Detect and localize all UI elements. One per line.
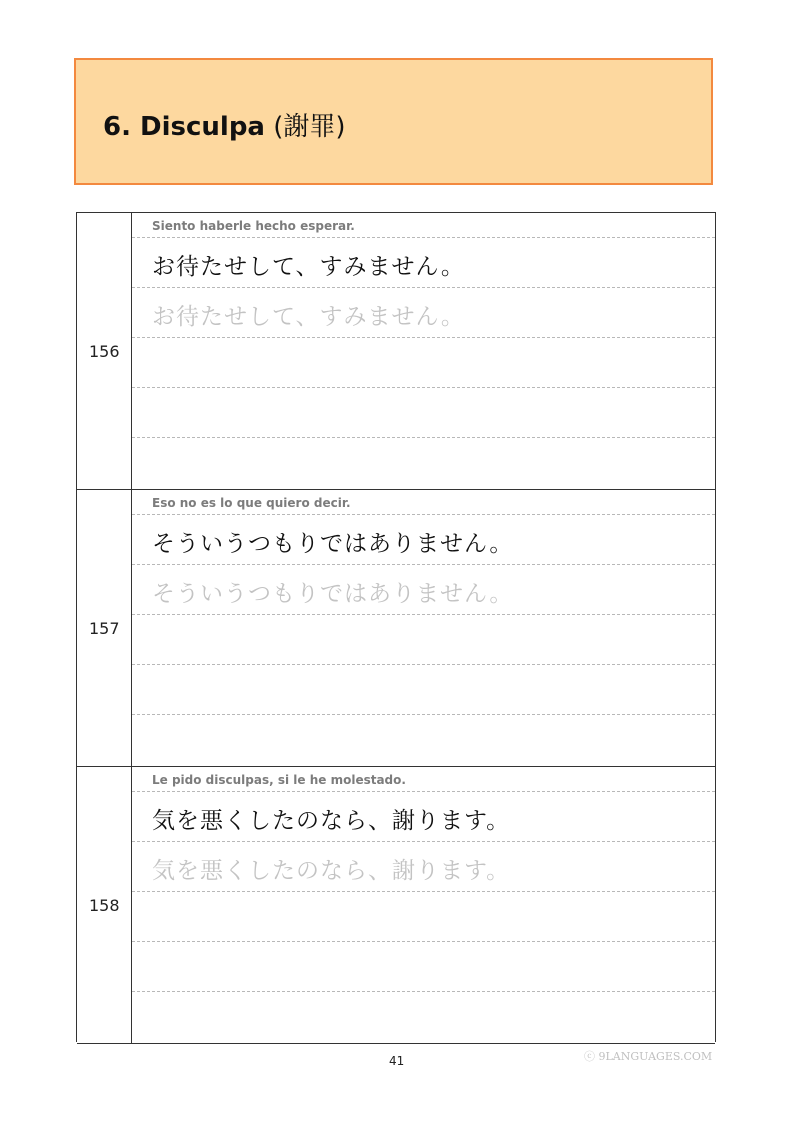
- writing-line[interactable]: [132, 942, 715, 992]
- practice-entry-156: [77, 213, 715, 490]
- japanese-line: [132, 792, 715, 842]
- section-title-japanese: (謝罪): [273, 112, 346, 142]
- writing-line[interactable]: [132, 388, 715, 438]
- copyright-notice: ⓒ 9LANGUAGES.COM: [584, 1050, 713, 1063]
- practice-table: [76, 212, 716, 1042]
- writing-line[interactable]: [132, 665, 715, 715]
- entry-number-cell: [77, 767, 132, 1043]
- trace-line: [132, 565, 715, 615]
- entry-number-cell: [77, 490, 132, 766]
- spanish-sentence: Siento haberle hecho esperar.: [152, 219, 355, 233]
- spanish-sentence: Eso no es lo que quiero decir.: [152, 496, 351, 510]
- entry-number-cell: [77, 213, 132, 489]
- writing-line[interactable]: [132, 338, 715, 388]
- spanish-sentence: Le pido disculpas, si le he molestado.: [152, 773, 406, 787]
- japanese-trace-sentence: 気を悪くしたのなら、謝ります。: [152, 858, 511, 884]
- japanese-trace-sentence: そういうつもりではありません。: [152, 581, 514, 607]
- entry-number: 156: [89, 342, 120, 361]
- trace-line: [132, 288, 715, 338]
- japanese-sentence: そういうつもりではありません。: [152, 531, 514, 557]
- practice-entry-158: [77, 767, 715, 1044]
- section-title-box: [74, 58, 713, 185]
- section-title: [103, 106, 346, 143]
- spanish-line: [132, 490, 715, 515]
- japanese-sentence: 気を悪くしたのなら、謝ります。: [152, 808, 511, 834]
- writing-line[interactable]: [132, 715, 715, 767]
- section-title-main: 6. Disculpa: [103, 112, 265, 142]
- japanese-line: [132, 238, 715, 288]
- spanish-line: [132, 767, 715, 792]
- spanish-line: [132, 213, 715, 238]
- japanese-trace-sentence: お待たせして、すみません。: [152, 304, 465, 330]
- writing-line[interactable]: [132, 992, 715, 1044]
- practice-entry-157: [77, 490, 715, 767]
- writing-line[interactable]: [132, 892, 715, 942]
- page-number: 41: [389, 1054, 405, 1068]
- writing-line[interactable]: [132, 615, 715, 665]
- japanese-sentence: お待たせして、すみません。: [152, 254, 465, 280]
- trace-line: [132, 842, 715, 892]
- japanese-line: [132, 515, 715, 565]
- writing-line[interactable]: [132, 438, 715, 490]
- entry-number: 157: [89, 619, 120, 638]
- entry-number: 158: [89, 896, 120, 915]
